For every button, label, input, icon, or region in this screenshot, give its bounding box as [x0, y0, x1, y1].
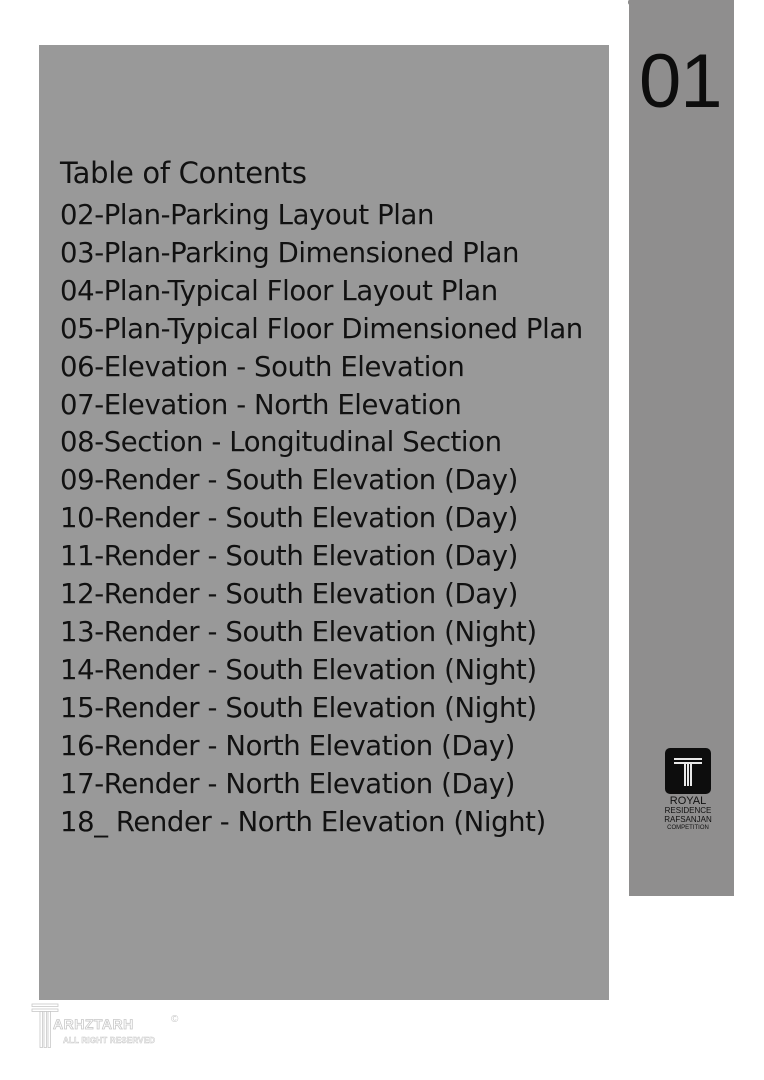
toc-item: 18_ Render - North Elevation (Night): [60, 805, 546, 838]
toc-item: 17-Render - North Elevation (Day): [60, 767, 515, 800]
royal-logo-line: RESIDENCE: [664, 806, 712, 815]
toc-item: 02-Plan-Parking Layout Plan: [60, 199, 434, 231]
footer-brand: ARHZTARH: [53, 1016, 134, 1032]
royal-logo-line: RAFSANJAN: [664, 814, 712, 824]
toc-item: 16-Render - North Elevation (Day): [60, 729, 515, 762]
toc-item: 10-Render - South Elevation (Day): [60, 502, 518, 535]
toc-item: 05-Plan-Typical Floor Dimensioned Plan: [60, 312, 583, 345]
toc-item: 14-Render - South Elevation (Night): [60, 653, 537, 686]
toc-list: [60, 197, 583, 841]
toc-item: 04-Plan-Typical Floor Layout Plan: [60, 274, 498, 307]
toc-item: 12-Render - South Elevation (Day): [60, 578, 518, 611]
footer-rights: ALL RIGHT RESERVED: [63, 1036, 156, 1045]
toc-item: 08-Section - Longitudinal Section: [60, 426, 502, 459]
royal-logo-title: ROYAL: [669, 795, 707, 807]
toc-item: 11-Render - South Elevation (Day): [60, 540, 518, 573]
royal-logo-line: COMPETITION: [667, 825, 709, 831]
page-number: 01: [639, 39, 722, 124]
toc-title: Table of Contents: [60, 156, 307, 190]
toc-item: 09-Render - South Elevation (Day): [60, 464, 518, 497]
toc-item: 03-Plan-Parking Dimensioned Plan: [60, 236, 520, 269]
copyright-icon: ©: [171, 1014, 179, 1025]
toc-item: 15-Render - South Elevation (Night): [60, 691, 537, 724]
toc-item: 07-Elevation - North Elevation: [60, 388, 462, 421]
tarhztarh-logo: [31, 1002, 186, 1052]
side-strip: [629, 0, 734, 896]
royal-t-mark-icon: [665, 748, 711, 794]
toc-item: 13-Render - South Elevation (Night): [60, 615, 537, 648]
contents-panel: [39, 45, 609, 1000]
toc-item: 06-Elevation - South Elevation: [60, 350, 465, 383]
royal-residence-logo: [661, 748, 715, 832]
